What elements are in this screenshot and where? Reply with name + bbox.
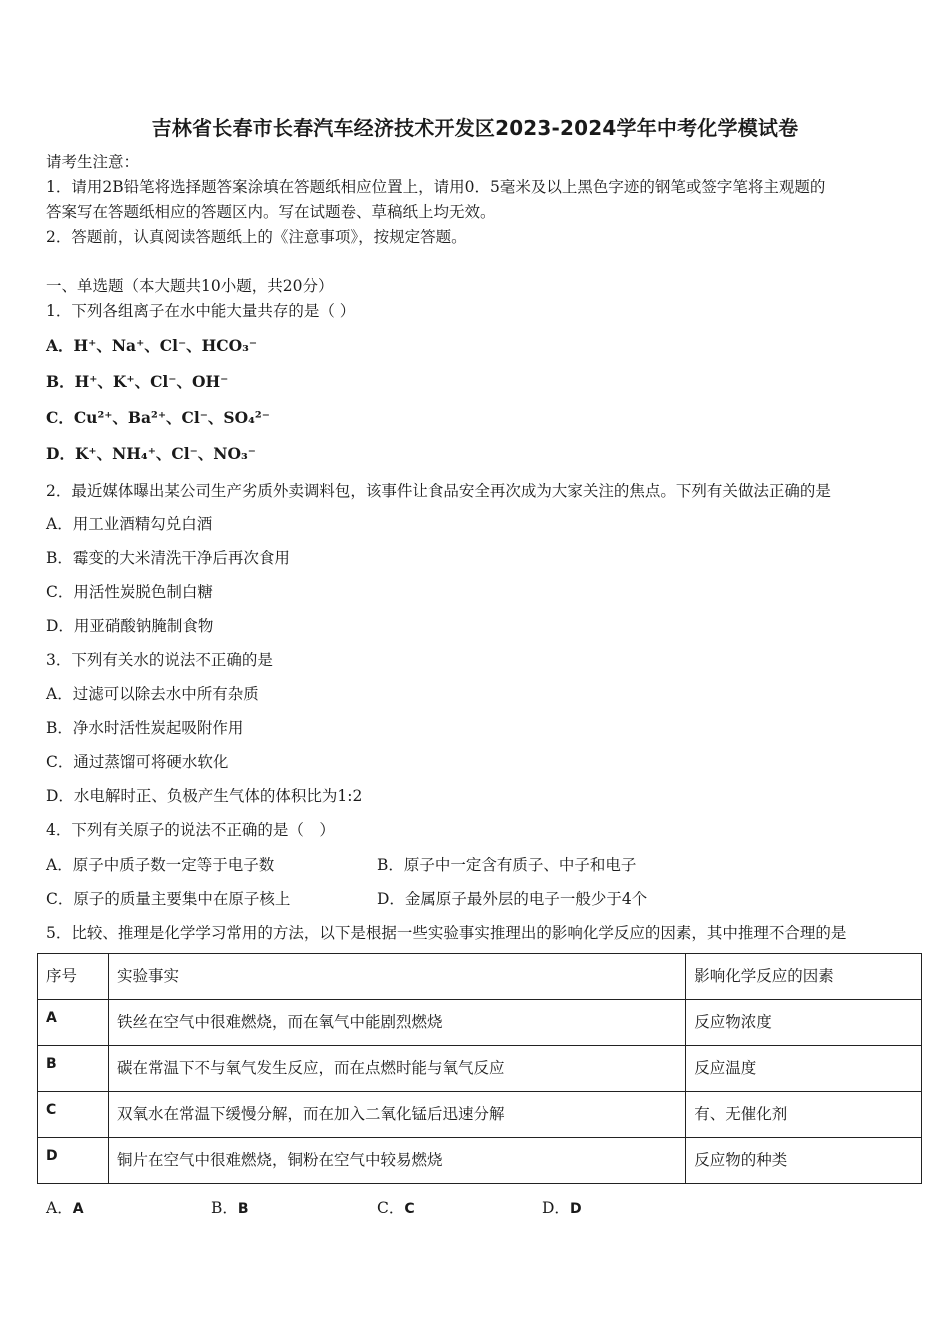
q2-option-c: C．用活性炭脱色制白糖: [46, 583, 213, 601]
table-row: [38, 1000, 922, 1046]
q5-option-d-prefix: D．: [542, 1199, 570, 1217]
table-cell: B: [38, 1046, 109, 1092]
q5-stem: 5．比较、推理是化学学习常用的方法，以下是根据一些实验事实推理出的影响化学反应的因素，其中推理不合理的是: [46, 924, 847, 942]
table-row: [38, 1138, 922, 1184]
q4-option-d: D．金属原子最外层的电子一般少于4个: [377, 890, 648, 908]
q5-option-c: [377, 1196, 415, 1218]
table-cell: D: [38, 1138, 109, 1184]
table-row: [38, 1046, 922, 1092]
table-cell: 反应温度: [686, 1046, 922, 1092]
table-header-cell: 序号: [38, 954, 109, 1000]
table-row: [38, 1092, 922, 1138]
notice-heading: 请考生注意：: [46, 153, 140, 171]
q5-option-b: [211, 1196, 249, 1218]
q5-option-c-value: C: [404, 1201, 415, 1217]
q2-option-a: A．用工业酒精勾兑白酒: [46, 515, 213, 533]
table-cell: 双氧水在常温下缓慢分解，而在加入二氧化锰后迅速分解: [108, 1092, 685, 1138]
q1-option-c: C．Cu²⁺、Ba²⁺、Cl⁻、SO₄²⁻: [46, 408, 270, 427]
q1-option-a: A．H⁺、Na⁺、Cl⁻、HCO₃⁻: [46, 336, 258, 355]
notice-item-2: 2．答题前，认真阅读答题纸上的《注意事项》，按规定答题。: [46, 228, 467, 246]
q5-option-b-prefix: B．: [211, 1199, 238, 1217]
table-cell: 反应物浓度: [686, 1000, 922, 1046]
table-cell: A: [38, 1000, 109, 1046]
table-cell: 碳在常温下不与氧气发生反应，而在点燃时能与氧气反应: [108, 1046, 685, 1092]
q3-option-a: A．过滤可以除去水中所有杂质: [46, 685, 259, 703]
table-header-cell: 影响化学反应的因素: [686, 954, 922, 1000]
notice-item-1-line-2: 答案写在答题纸相应的答题区内。写在试题卷、草稿纸上均无效。: [46, 203, 496, 221]
q5-option-a-prefix: A．: [46, 1199, 73, 1217]
table-cell: 铜片在空气中很难燃烧，铜粉在空气中较易燃烧: [108, 1138, 685, 1184]
table-cell: C: [38, 1092, 109, 1138]
q1-option-d: D．K⁺、NH₄⁺、Cl⁻、NO₃⁻: [46, 444, 256, 463]
q2-option-b: B．霉变的大米清洗干净后再次食用: [46, 549, 290, 567]
q4-option-c: C．原子的质量主要集中在原子核上: [46, 890, 291, 908]
q4-option-a: A．原子中质子数一定等于电子数: [46, 856, 275, 874]
q5-option-c-prefix: C．: [377, 1199, 405, 1217]
q3-stem: 3．下列有关水的说法不正确的是: [46, 651, 273, 669]
table-cell: 铁丝在空气中很难燃烧，而在氧气中能剧烈燃烧: [108, 1000, 685, 1046]
q2-stem: 2．最近媒体曝出某公司生产劣质外卖调料包，该事件让食品安全再次成为大家关注的焦点。下列有关做法正确的是: [46, 482, 831, 500]
q1-stem: 1．下列各组离子在水中能大量共存的是（ ）: [46, 302, 356, 320]
q1-option-b: B．H⁺、K⁺、Cl⁻、OH⁻: [46, 372, 229, 391]
q5-option-a: [46, 1196, 84, 1218]
q5-option-a-value: A: [72, 1201, 84, 1217]
q5-option-d-value: D: [569, 1201, 582, 1217]
exam-title: 吉林省长春市长春汽车经济技术开发区2023-2024学年中考化学模试卷: [151, 116, 799, 140]
q3-option-c: C．通过蒸馏可将硬水软化: [46, 753, 229, 771]
section-heading: 一、单选题（本大题共10小题，共20分）: [46, 277, 334, 295]
q5-option-d: [542, 1196, 582, 1218]
notice-item-1-line-1: 1．请用2B铅笔将选择题答案涂填在答题纸相应位置上，请用0．5毫米及以上黑色字迹的钢笔或签字笔将主观题的: [46, 178, 826, 196]
table-cell: 有、无催化剂: [686, 1092, 922, 1138]
q5-table: [37, 953, 922, 1184]
q2-option-d: D．用亚硝酸钠腌制食物: [46, 617, 214, 635]
table-header-row: [38, 954, 922, 1000]
q4-stem: 4．下列有关原子的说法不正确的是（ ）: [46, 821, 335, 839]
q4-option-b: B．原子中一定含有质子、中子和电子: [377, 856, 637, 874]
table-cell: 反应物的种类: [686, 1138, 922, 1184]
q3-option-b: B．净水时活性炭起吸附作用: [46, 719, 244, 737]
q3-option-d: D．水电解时正、负极产生气体的体积比为1:2: [46, 787, 363, 805]
q5-option-b-value: B: [237, 1201, 249, 1217]
table-header-cell: 实验事实: [108, 954, 685, 1000]
